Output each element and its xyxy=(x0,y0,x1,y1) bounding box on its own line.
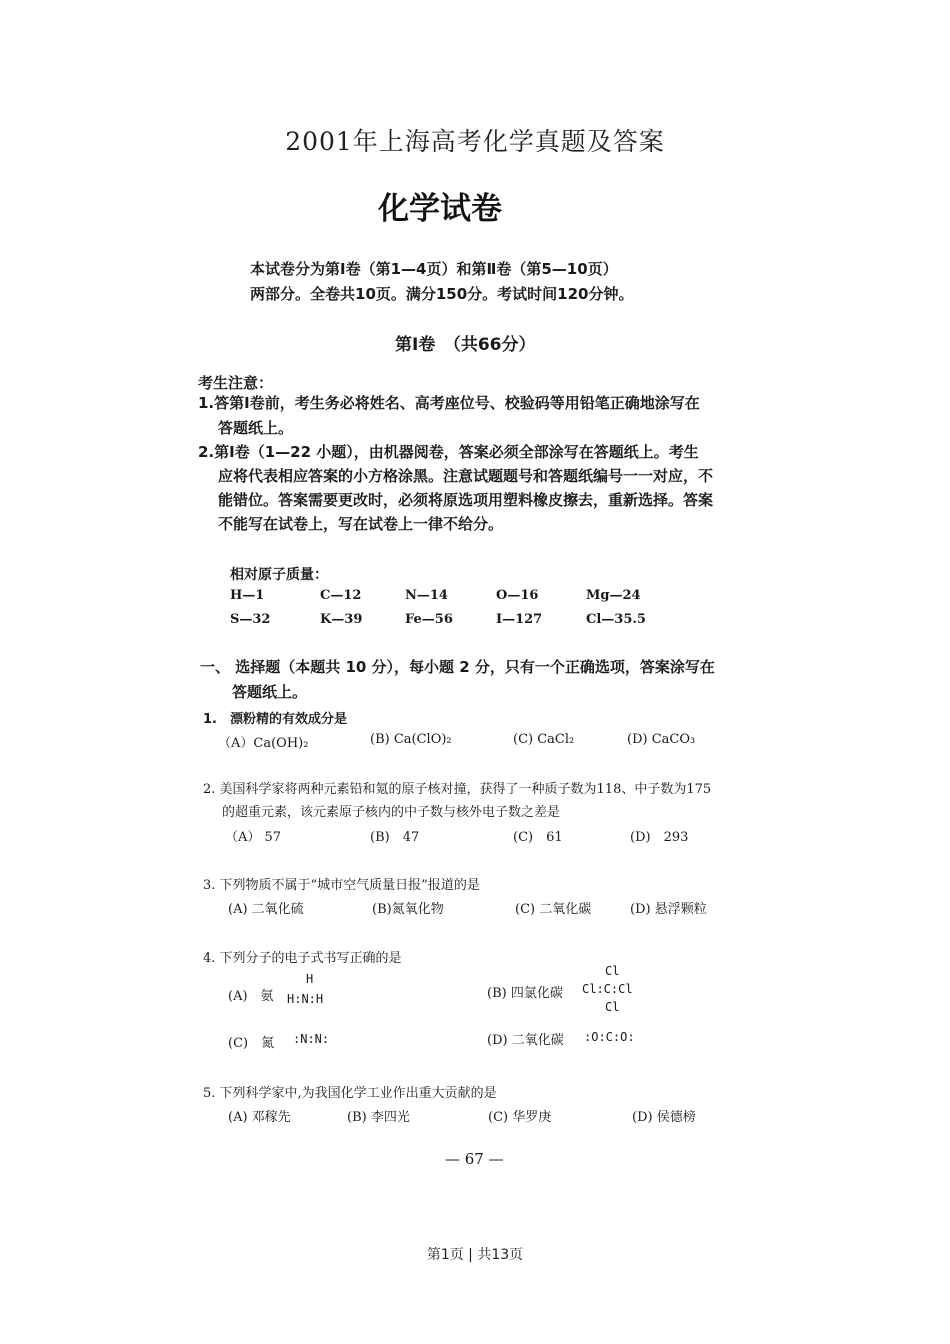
question-stem: 的超重元素，该元素原子核内的中子数与核外电子数之差是 xyxy=(222,805,561,820)
formula-text: H:N:H xyxy=(287,992,324,1006)
notice-line: 答题纸上。 xyxy=(218,419,294,437)
answer-option: (C) 华罗庚 xyxy=(488,1110,552,1125)
formula-text: :N:N: xyxy=(293,1032,330,1046)
document-title: 2001年上海高考化学真题及答案 xyxy=(285,127,665,156)
answer-option: (D) 293 xyxy=(630,830,689,845)
answer-option: (D) 悬浮颗粒 xyxy=(630,902,707,917)
printed-page-number: — 67 — xyxy=(445,1150,504,1168)
question-stem: 1. 漂粉精的有效成分是 xyxy=(203,712,347,727)
intro-line: 本试卷分为第Ⅰ卷（第1—4页）和第Ⅱ卷（第5—10页） xyxy=(250,260,618,278)
answer-option: (B) Ca(ClO)₂ xyxy=(370,732,452,747)
answer-option: （A）Ca(OH)₂ xyxy=(218,736,309,751)
question-stem: 4. 下列分子的电子式书写正确的是 xyxy=(203,951,402,966)
answer-option: (B) 四氯化碳 xyxy=(487,986,563,1001)
answer-option: （A） 57 xyxy=(225,830,282,845)
answer-option: (C) 氮 xyxy=(228,1036,275,1051)
notice-title: 考生注意： xyxy=(198,374,274,392)
question-stem: 2. 美国科学家将两种元素铅和氪的原子核对撞，获得了一种质子数为118、中子数为175 xyxy=(203,782,712,797)
answer-option: (A) 二氧化硫 xyxy=(228,902,304,917)
atomic-mass: Cl—35.5 xyxy=(586,612,646,627)
atomic-mass: I—127 xyxy=(496,612,543,627)
section-instruction: 一、 选择题（本题共 10 分），每小题 2 分，只有一个正确选项，答案涂写在 xyxy=(200,658,715,676)
question-stem: 3. 下列物质不属于“城市空气质量日报”报道的是 xyxy=(203,878,480,893)
formula-text: Cl xyxy=(605,964,620,978)
atomic-mass: O—16 xyxy=(496,588,539,603)
answer-option: (B)氮氧化物 xyxy=(372,902,444,917)
atomic-mass: Mg—24 xyxy=(586,588,641,603)
notice-line: 1.答第Ⅰ卷前，考生务必将姓名、高考座位号、校验码等用铅笔正确地涂写在 xyxy=(198,394,700,412)
answer-option: (D) CaCO₃ xyxy=(627,732,696,747)
answer-option: (B) 47 xyxy=(370,830,420,845)
formula-text: Cl:C:Cl xyxy=(582,982,633,996)
notice-line: 2.第Ⅰ卷（1—22 小题），由机器阅卷，答案必须全部涂写在答题纸上。考生 xyxy=(198,443,699,461)
answer-option: (A) 邓稼先 xyxy=(228,1110,291,1125)
intro-line: 两部分。全卷共10页。满分150分。考试时间120分钟。 xyxy=(250,285,634,303)
atomic-mass: Fe—56 xyxy=(405,612,453,627)
formula-text: H xyxy=(306,972,314,986)
atomic-mass-label: 相对原子质量： xyxy=(230,567,328,583)
page-footer: 第1页 | 共13页 xyxy=(426,1247,524,1263)
answer-option: (A) 氨 xyxy=(228,989,274,1004)
answer-option: (D) 侯德榜 xyxy=(632,1110,696,1125)
section-instruction: 答题纸上。 xyxy=(232,683,308,701)
answer-option: (C) CaCl₂ xyxy=(513,732,575,747)
paper-title: 化学试卷 xyxy=(378,191,502,227)
atomic-mass: N—14 xyxy=(405,588,448,603)
section-heading: 第Ⅰ卷 （共66分） xyxy=(395,335,536,355)
answer-option: (C) 61 xyxy=(513,830,563,845)
atomic-mass: C—12 xyxy=(320,588,362,603)
atomic-mass: S—32 xyxy=(230,612,271,627)
notice-line: 能错位。答案需要更改时，必须将原选项用塑料橡皮擦去，重新选择。答案 xyxy=(218,491,714,509)
answer-option: (B) 李四光 xyxy=(347,1110,410,1125)
question-stem: 5. 下列科学家中,为我国化学工业作出重大贡献的是 xyxy=(203,1086,497,1101)
answer-option: (C) 二氧化碳 xyxy=(515,902,592,917)
answer-option: (D) 二氧化碳 xyxy=(487,1033,564,1048)
formula-text: :O:C:O: xyxy=(584,1030,635,1044)
notice-line: 不能写在试卷上，写在试卷上一律不给分。 xyxy=(218,515,504,533)
atomic-mass: K—39 xyxy=(320,612,363,627)
atomic-mass: H—1 xyxy=(230,588,265,603)
notice-line: 应将代表相应答案的小方格涂黑。注意试题题号和答题纸编号一一对应，不 xyxy=(218,467,714,485)
formula-text: Cl xyxy=(605,1000,620,1014)
